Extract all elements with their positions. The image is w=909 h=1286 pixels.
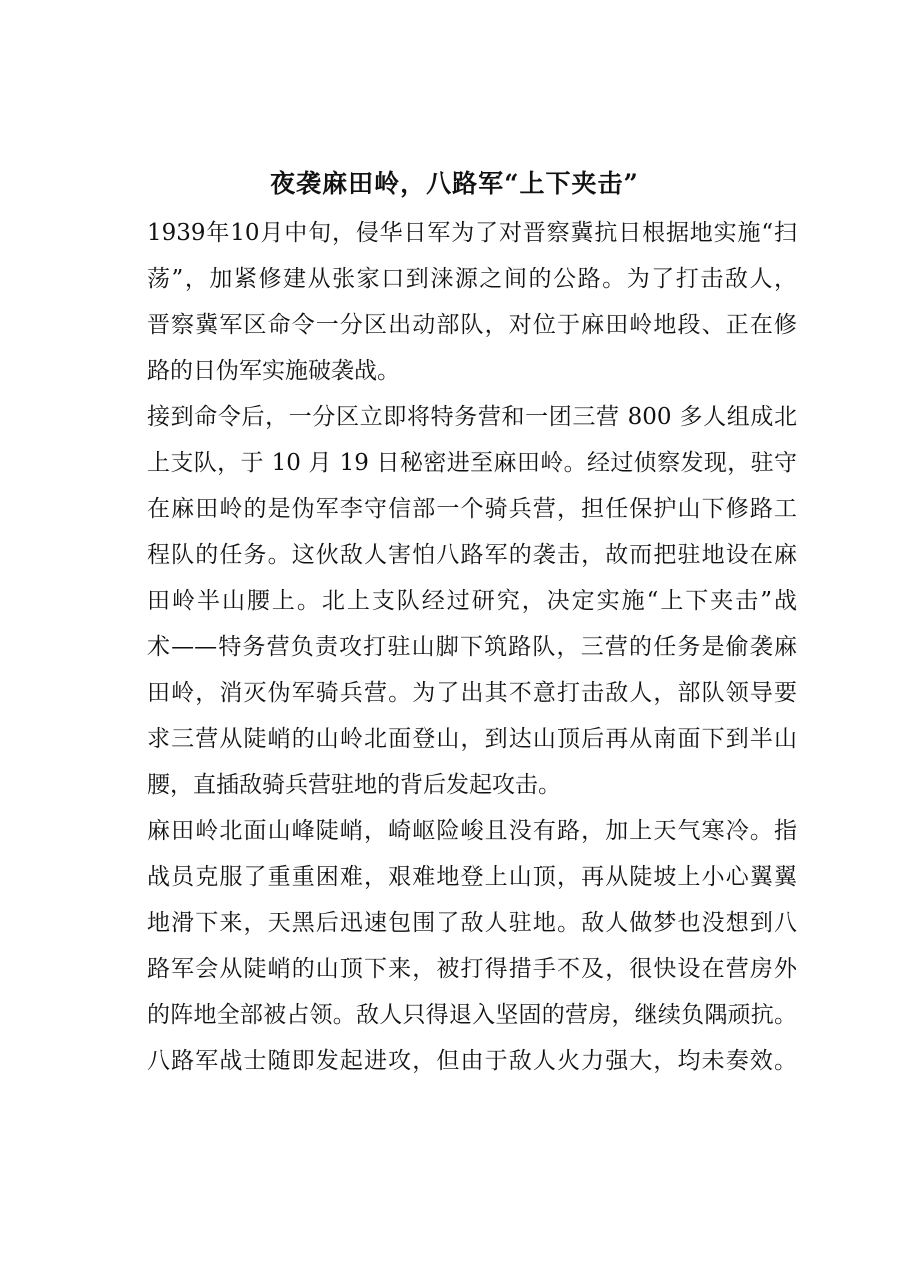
text-line: 术——特务营负责攻打驻山脚下筑路队，三营的任务是偷袭麻 — [147, 634, 797, 660]
text-line: 八路军战士随即发起进攻，但由于敌人火力强大，均未奏效。 — [147, 1048, 797, 1074]
paragraph-2 — [147, 394, 797, 808]
text-line: 在麻田岭的是伪军李守信部一个骑兵营，担任保护山下修路工 — [147, 496, 797, 522]
article-title: 夜袭麻田岭，八路军“上下夹击” — [270, 169, 639, 198]
text-line: 路的日伪军实施破袭战。 — [147, 358, 400, 384]
text-line: 战员克服了重重困难，艰难地登上山顶，再从陡坡上小心翼翼 — [147, 864, 797, 890]
text-line: 1939年10月中旬，侵华日军为了对晋察冀抗日根据地实施“扫 — [147, 220, 797, 246]
paragraph-3 — [147, 808, 797, 1084]
text-line: 程队的任务。这伙敌人害怕八路军的袭击，故而把驻地设在麻 — [147, 542, 797, 568]
paragraph-1 — [147, 210, 797, 394]
text-line: 田岭半山腰上。北上支队经过研究，决定实施“上下夹击”战 — [147, 588, 797, 614]
text-line: 晋察冀军区命令一分区出动部队，对位于麻田岭地段、正在修 — [147, 312, 797, 338]
text-line: 求三营从陡峭的山岭北面登山，到达山顶后再从南面下到半山 — [147, 726, 797, 752]
text-line: 上支队，于 10 月 19 日秘密进至麻田岭。经过侦察发现，驻守 — [147, 450, 797, 476]
article-body — [147, 210, 797, 1084]
text-line: 麻田岭北面山峰陡峭，崎岖险峻且没有路，加上天气寒冷。指 — [147, 818, 797, 844]
text-line: 地滑下来，天黑后迅速包围了敌人驻地。敌人做梦也没想到八 — [147, 910, 797, 936]
text-line: 腰，直插敌骑兵营驻地的背后发起攻击。 — [147, 772, 561, 798]
text-line: 路军会从陡峭的山顶下来，被打得措手不及，很快设在营房外 — [147, 956, 797, 982]
text-line: 接到命令后，一分区立即将特务营和一团三营 800 多人组成北 — [147, 404, 797, 430]
text-line: 的阵地全部被占领。敌人只得退入坚固的营房，继续负隅顽抗。 — [147, 1002, 797, 1028]
text-line: 荡”，加紧修建从张家口到涞源之间的公路。为了打击敌人， — [147, 266, 797, 292]
text-line: 田岭，消灭伪军骑兵营。为了出其不意打击敌人，部队领导要 — [147, 680, 797, 706]
